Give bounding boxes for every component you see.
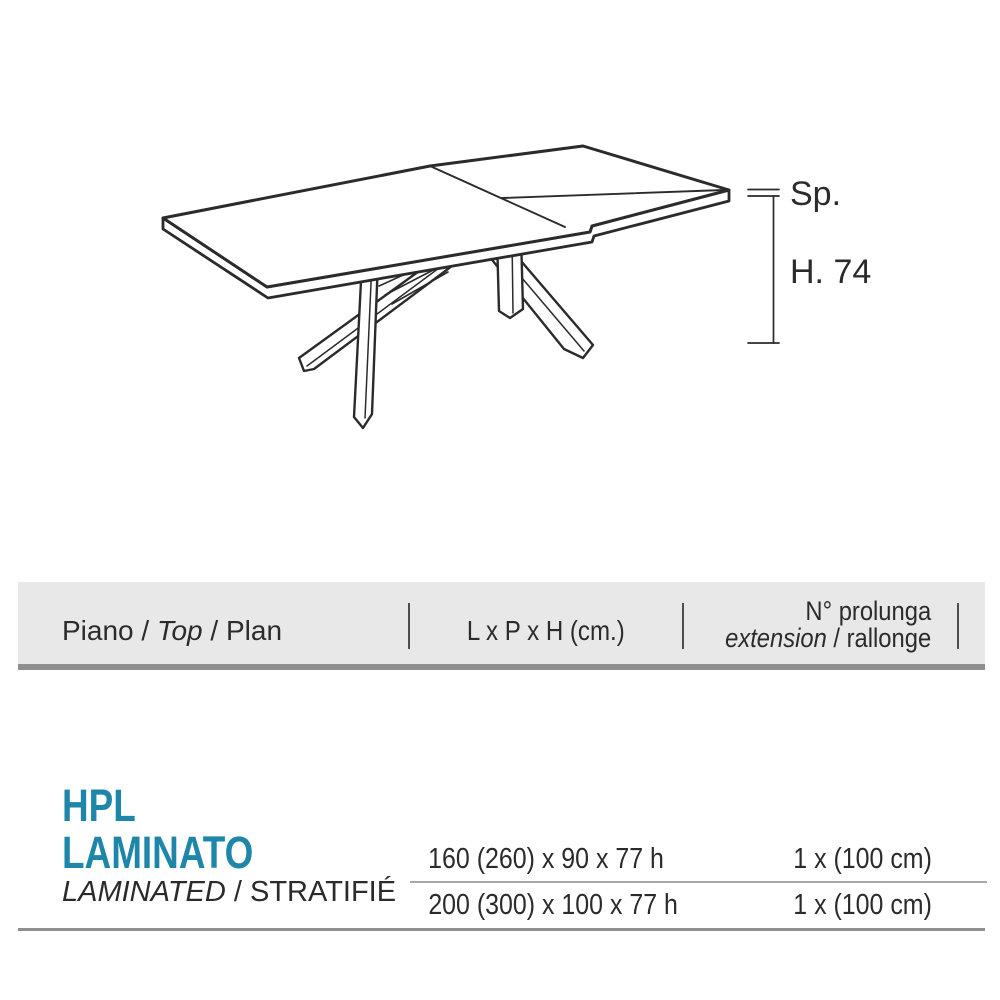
header-divider: [957, 603, 959, 649]
column-header-extension: [697, 598, 931, 652]
spec-table-header: [18, 582, 985, 670]
thickness-label: [790, 176, 841, 212]
table-leg-front-left: [354, 260, 378, 428]
dimension-markers: [748, 190, 779, 344]
height-label-text: H. 74: [790, 253, 872, 291]
column-header-dimensions: [410, 616, 682, 646]
material-title: [62, 782, 253, 876]
header-divider: [682, 603, 684, 649]
material-title-line2: LAMINATO: [62, 827, 254, 878]
size-row-1-dimensions: 160 (260) x 90 x 77 h: [428, 843, 664, 875]
material-subtitle: [62, 876, 396, 908]
column-header-top: [62, 616, 282, 646]
extension-label-fr: / rallonge: [826, 623, 931, 653]
top-label-en: Top: [156, 615, 203, 646]
thickness-label-text: Sp.: [790, 175, 842, 213]
size-row-2-extension: 1 x (100 cm): [793, 889, 933, 921]
material-subtitle-en: LAMINATED: [62, 876, 226, 908]
bottom-rule: [18, 928, 985, 931]
size-row-2-dimensions: 200 (300) x 100 x 77 h: [428, 889, 678, 921]
height-label: [790, 254, 871, 290]
material-subtitle-fr: / STRATIFIÉ: [225, 876, 397, 908]
row-divider: [410, 881, 987, 883]
dimensions-label: L x P x H (cm.): [467, 615, 625, 646]
size-row-1-extension: 1 x (100 cm): [793, 843, 933, 875]
top-label-it: Piano /: [62, 615, 157, 646]
material-title-line1: HPL: [62, 780, 136, 831]
top-label-fr: / Plan: [202, 615, 283, 646]
extension-label-en: extension: [724, 623, 827, 653]
extension-label-line1: N° prolunga: [805, 596, 931, 626]
